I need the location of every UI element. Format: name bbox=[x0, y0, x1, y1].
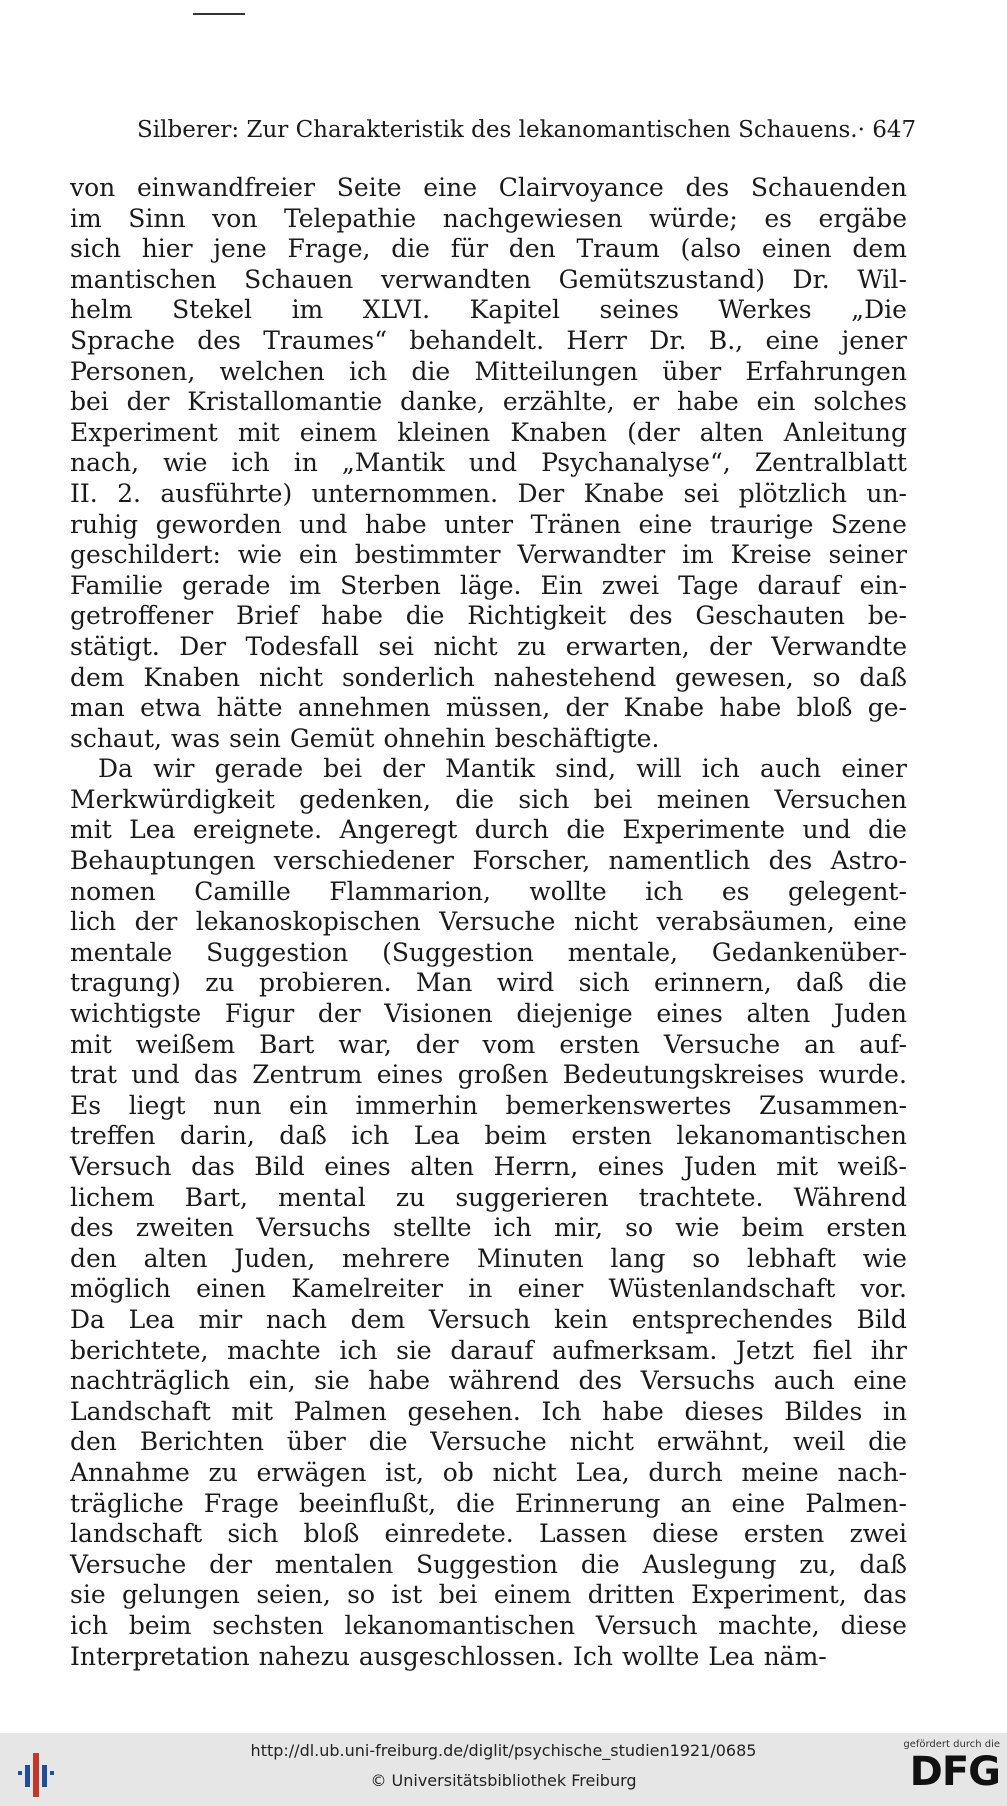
text-line: Behauptungen verschiedener Forscher, namentlich des Astro- bbox=[70, 846, 907, 876]
text-line: von einwandfreier Seite eine Clairvoyance des Schauenden bbox=[70, 173, 907, 202]
text-line: treffen darin, daß ich Lea beim ersten lekanomantischen bbox=[70, 1121, 907, 1151]
text-line: ruhig geworden und habe unter Tränen eine traurige Szene bbox=[70, 509, 907, 539]
text-line: im Sinn von Telepathie nachgewiesen würde; es ergäbe bbox=[70, 203, 907, 233]
text-line: schaut, was sein Gemüt ohnehin beschäftigte. bbox=[70, 723, 660, 753]
text-line: nach, wie ich in „Mantik und Psychanalyse“, Zentralblatt bbox=[70, 448, 907, 478]
text-line: Familie gerade im Sterben läge. Ein zwei Tage darauf ein- bbox=[70, 570, 907, 600]
text-line: mentale Suggestion (Suggestion mentale, Gedankenüber- bbox=[70, 937, 907, 967]
text-line: ich beim sechsten lekanomantischen Versuch machte, diese bbox=[70, 1610, 907, 1640]
text-line: Merkwürdigkeit gedenken, die sich bei meinen Versuchen bbox=[70, 784, 907, 814]
text-line: Personen, welchen ich die Mitteilungen über Erfahrungen bbox=[70, 356, 907, 386]
text-line: den alten Juden, mehrere Minuten lang so lebhaft wie bbox=[70, 1243, 907, 1273]
running-head-title: Silberer: Zur Charakteristik des lekanomantischen Schauens. bbox=[137, 117, 858, 143]
text-line: nomen Camille Flammarion, wollte ich es gelegent- bbox=[70, 876, 907, 906]
text-line: lichem Bart, mental zu suggerieren trachtete. Während bbox=[70, 1182, 907, 1212]
text-line: man etwa hätte annehmen müssen, der Knabe habe bloß ge- bbox=[70, 693, 907, 723]
text-line: bei der Kristallomantie danke, erzählte, er habe ein solches bbox=[70, 387, 907, 417]
text-line: Sprache des Traumes“ behandelt. Herr Dr. B., eine jener bbox=[70, 325, 907, 355]
text-line: nachträglich ein, sie habe während des Versuchs auch eine bbox=[70, 1366, 907, 1396]
text-line: möglich einen Kamelreiter in einer Wüstenlandschaft vor. bbox=[70, 1274, 907, 1304]
text-line: mantischen Schauen verwandten Gemütszustand) Dr. Wil- bbox=[70, 264, 907, 294]
text-line: stätigt. Der Todesfall sei nicht zu erwarten, der Verwandte bbox=[70, 631, 907, 661]
text-line: Landschaft mit Palmen gesehen. Ich habe dieses Bildes in bbox=[70, 1396, 907, 1426]
running-head bbox=[137, 112, 917, 148]
text-line: lich der lekanoskopischen Versuche nicht verabsäumen, eine bbox=[70, 907, 907, 937]
top-rule bbox=[193, 13, 245, 15]
text-line: landschaft sich bloß einredete. Lassen diese ersten zwei bbox=[70, 1519, 907, 1549]
text-line: wichtigste Figur der Visionen diejenige eines alten Juden bbox=[70, 999, 907, 1029]
text-line: Da wir gerade bei der Mantik sind, will ich auch einer bbox=[98, 754, 907, 784]
text-line: mit Lea ereignete. Angeregt durch die Experimente und die bbox=[70, 815, 907, 845]
footer-bar bbox=[0, 1733, 1007, 1806]
dfg-logo bbox=[888, 1739, 1000, 1801]
text-line: des zweiten Versuchs stellte ich mir, so wie beim ersten bbox=[70, 1213, 907, 1243]
text-line: berichtete, machte ich sie darauf aufmerksam. Jetzt fiel ihr bbox=[70, 1335, 907, 1365]
text-line: Versuche der mentalen Suggestion die Auslegung zu, daß bbox=[70, 1549, 907, 1579]
page-number: · 647 bbox=[857, 117, 917, 143]
text-line: Experiment mit einem kleinen Knaben (der alten Anleitung bbox=[70, 417, 907, 447]
text-line: Versuch das Bild eines alten Herrn, eines Juden mit weiß- bbox=[70, 1152, 907, 1181]
text-line: den Berichten über die Versuche nicht erwähnt, weil die bbox=[70, 1427, 907, 1457]
text-line: geschildert: wie ein bestimmter Verwandter im Kreise seiner bbox=[70, 540, 907, 570]
text-line: trat und das Zentrum eines großen Bedeutungskreises wurde. bbox=[70, 1060, 907, 1090]
text-line: dem Knaben nicht sonderlich nahestehend gewesen, so daß bbox=[70, 662, 907, 692]
text-line: Es liegt nun ein immerhin bemerkenswertes Zusammen- bbox=[70, 1090, 907, 1120]
source-url-link[interactable]: http://dl.ub.uni-freiburg.de/diglit/psychische_studien1921/0685 bbox=[250, 1741, 757, 1760]
text-line: trägliche Frage beeinflußt, die Erinnerung an eine Palmen- bbox=[70, 1488, 907, 1518]
dfg-tagline: gefördert durch die bbox=[903, 1739, 1000, 1750]
body-text bbox=[70, 173, 907, 1672]
text-line: getroffener Brief habe die Richtigkeit des Geschauten be- bbox=[70, 601, 907, 631]
text-line: sich hier jene Frage, die für den Traum (also einen dem bbox=[70, 234, 907, 264]
dfg-logo-text: DFG bbox=[909, 1749, 1000, 1795]
copyright-text: © Universitätsbibliothek Freiburg bbox=[370, 1771, 637, 1790]
text-line: Annahme zu erwägen ist, ob nicht Lea, durch meine nach- bbox=[70, 1457, 907, 1487]
text-line: tragung) zu probieren. Man wird sich erinnern, daß die bbox=[70, 968, 907, 998]
text-line: Interpretation nahezu ausgeschlossen. Ich wollte Lea näm- bbox=[70, 1641, 827, 1671]
text-line: helm Stekel im XLVI. Kapitel seines Werkes „Die bbox=[70, 295, 907, 325]
text-line: sie gelungen seien, so ist bei einem dritten Experiment, das bbox=[70, 1580, 907, 1610]
text-line: mit weißem Bart war, der vom ersten Versuche an auf- bbox=[70, 1029, 907, 1059]
text-line: II. 2. ausführte) unternommen. Der Knabe sei plötzlich un- bbox=[70, 478, 907, 508]
text-line: Da Lea mir nach dem Versuch kein entsprechendes Bild bbox=[70, 1304, 907, 1334]
